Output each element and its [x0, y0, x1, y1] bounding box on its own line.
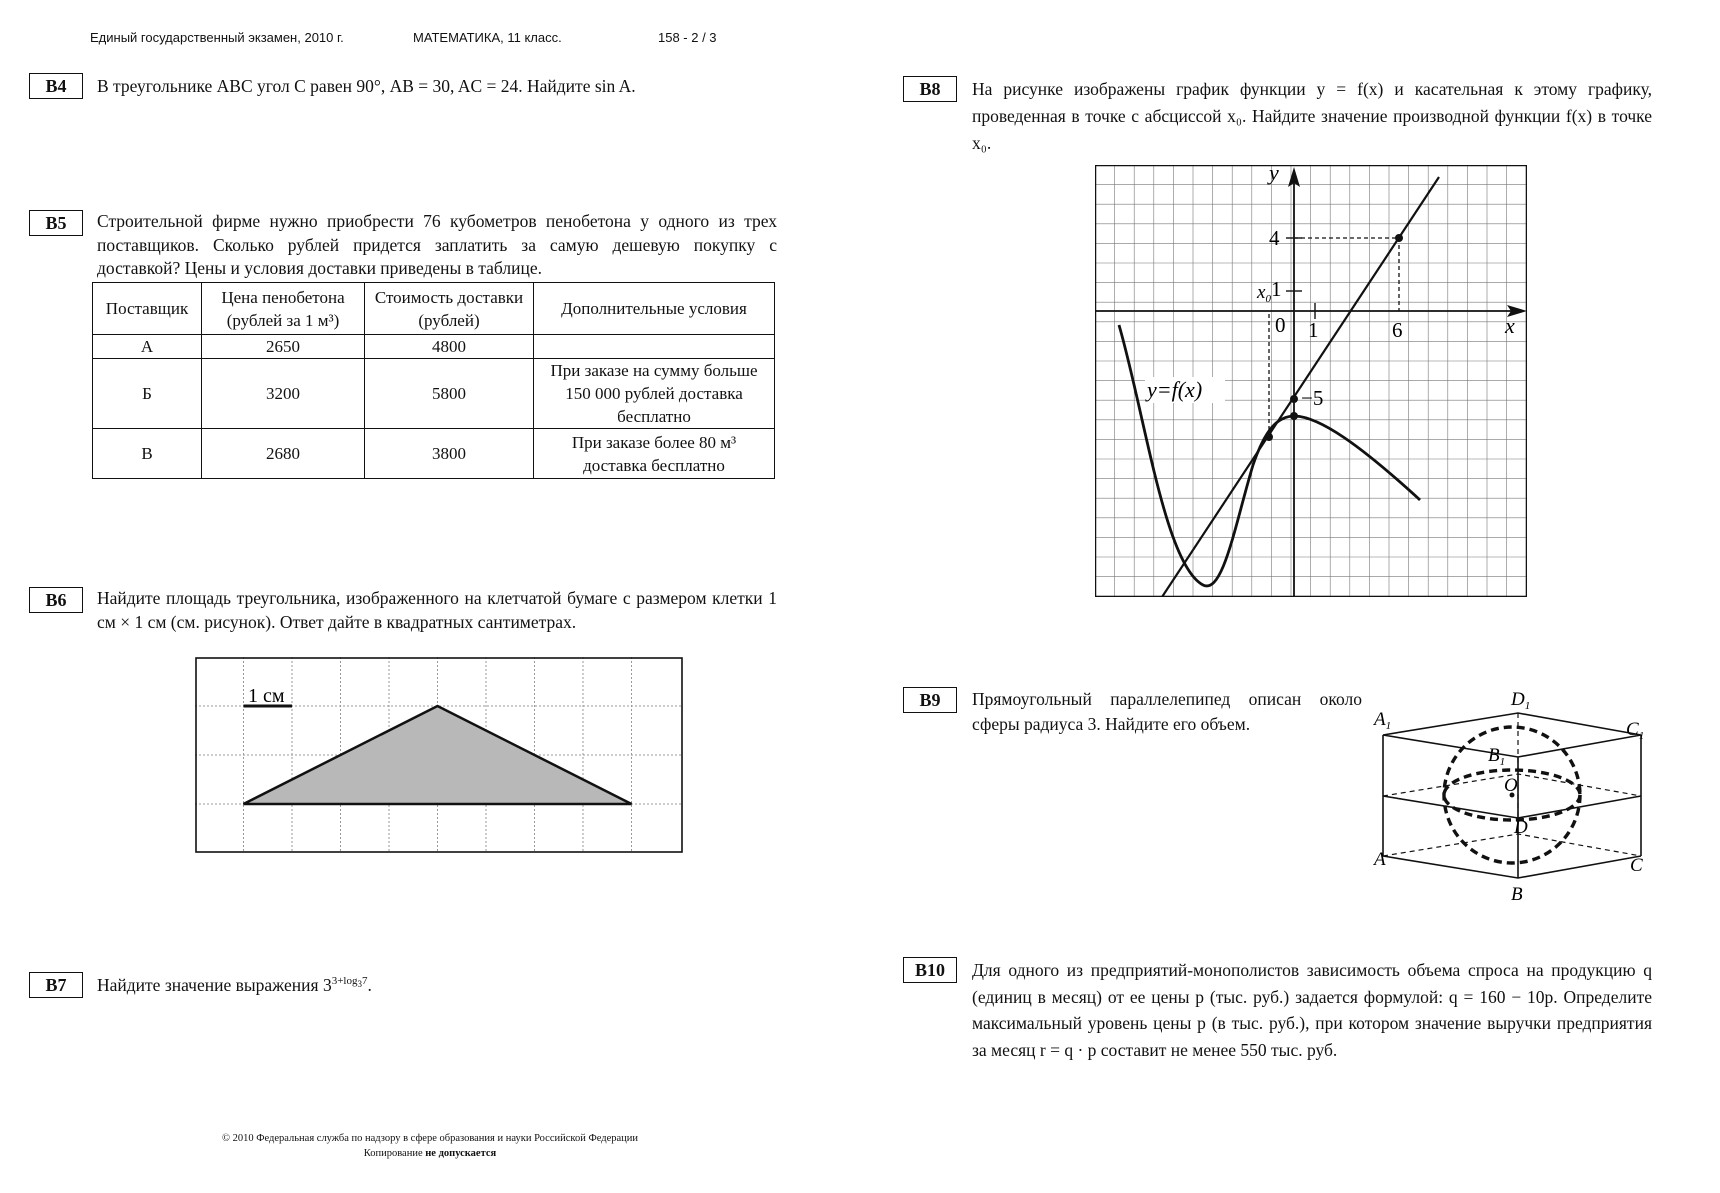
vertex-b1: $B_1$: [1488, 745, 1506, 768]
b7-end: .: [367, 974, 372, 995]
footer-copyright: © 2010 Федеральная служба по надзору в сфере образования и науки Российской Федерации: [221, 1133, 639, 1144]
supplier-table: [92, 282, 775, 479]
b7-log-base: 3: [357, 979, 362, 990]
function-label: y=f(x): [1147, 377, 1203, 402]
y-axis-label: y: [1269, 165, 1279, 185]
b7-base: 3: [322, 974, 332, 995]
problem-text-b9: Прямоугольный параллелепипед описан около сферы радиуса 3. Найдите его объем.: [972, 689, 1362, 734]
table-cell: [534, 335, 775, 359]
footer-copying-text: Копирование: [363, 1148, 423, 1159]
vertex-d: D: [1514, 817, 1528, 838]
problem-label-b4: B4: [29, 73, 83, 99]
origin-label: 0: [1275, 313, 1286, 337]
x0-sub: 0: [1265, 293, 1271, 305]
b7-exponent: 3+log: [331, 975, 358, 987]
table-cell: 3200: [202, 359, 365, 429]
table-cell: А: [93, 335, 202, 359]
table-cell: 3800: [365, 429, 534, 479]
x0-label: [1256, 282, 1271, 305]
vertex-a1: $A_1$: [1374, 709, 1392, 732]
problem-text-b7: [97, 969, 597, 998]
problem-text-b10: Для одного из предприятий-монополистов зависимость объема спроса на продукцию q (единиц в месяц) от ее цены p (тыс. руб.) задается формулой: q = 160 − 10p. Определите максимальный уровень цены p (в тыс. руб.), при котором значение выручки предприятия за месяц r = q · p составит не менее 550 тыс. руб.: [972, 960, 1652, 1060]
table-header: Стоимость доставки (рублей): [365, 283, 534, 335]
shaded-triangle: [244, 706, 632, 804]
vertex-a: A: [1374, 849, 1386, 870]
table-header: Поставщик: [93, 283, 202, 335]
vertex-d1: $D_1$: [1511, 689, 1531, 712]
problem-label-b8: B8: [903, 76, 957, 102]
b7-text: Найдите значение выражения: [97, 974, 319, 995]
problem-text-b8: На рисунке изображены график функции y = f(x) и касательная к этому графику, проведенная в точке с абсциссой x₀. Найдите значение производной функции f(x) в точке x₀.: [972, 79, 1652, 153]
table-cell: 5800: [365, 359, 534, 429]
tick-6-label: 6: [1392, 318, 1403, 342]
table-header: Дополнительные условия: [534, 283, 775, 335]
b6-grid-figure: [195, 657, 683, 853]
table-cell: При заказе на сумму больше 150 000 рублей доставка бесплатно: [534, 359, 775, 429]
x0-var: x: [1257, 282, 1266, 303]
b8-function-graph: [1095, 165, 1527, 597]
table-cell: 2650: [202, 335, 365, 359]
x-axis-label: x: [1505, 313, 1515, 338]
footer-copying: [160, 1148, 700, 1159]
problem-label-b9: B9: [903, 687, 957, 713]
footer-copying-bold: не допускается: [425, 1148, 497, 1159]
problem-label-b6: B6: [29, 587, 83, 613]
b9-parallelepiped-figure: [1368, 685, 1658, 910]
problem-text-b6: Найдите площадь треугольника, изображенного на клетчатой бумаге с размером клетки 1 см × 1 см (см. рисунок). Ответ дайте в квадратных сантиметрах.: [97, 588, 777, 632]
table-header: Цена пенобетона (рублей за 1 м³): [202, 283, 365, 335]
tick-m5-label: −5: [1301, 386, 1324, 410]
header-subject: МАТЕМАТИКА, 11 класс.: [413, 30, 562, 45]
vertex-o: O: [1504, 775, 1518, 796]
table-cell: 2680: [202, 429, 365, 479]
scale-label: 1 см: [248, 685, 285, 707]
header-exam: Единый государственный экзамен, 2010 г.: [90, 30, 344, 45]
b7-log-arg: 7: [361, 975, 368, 987]
tick-4-label: 4: [1269, 226, 1280, 250]
table-cell: При заказе более 80 м³ доставка бесплатно: [534, 429, 775, 479]
problem-text-b4: В треугольнике ABC угол C равен 90°, AB = 30, AC = 24. Найдите sin A.: [97, 76, 636, 96]
one-x-label: 1: [1308, 318, 1319, 342]
vertex-c1: $C_1$: [1626, 719, 1645, 742]
problem-label-b5: B5: [29, 210, 83, 236]
table-cell: В: [93, 429, 202, 479]
problem-text-b5: Строительной фирме нужно приобрести 76 кубометров пенобетона у одного из трех поставщиков. Сколько рублей придется заплатить за самую дешевую покупку с доставкой? Цены и условия доставки приведены в таблице.: [97, 211, 777, 278]
table-cell: Б: [93, 359, 202, 429]
header-page: 158 - 2 / 3: [658, 30, 717, 45]
one-y-label: 1: [1271, 277, 1282, 301]
vertex-c: C: [1630, 855, 1643, 876]
vertex-b: B: [1511, 884, 1523, 905]
problem-label-b7: B7: [29, 972, 83, 998]
problem-label-b10: B10: [903, 957, 957, 983]
table-cell: 4800: [365, 335, 534, 359]
